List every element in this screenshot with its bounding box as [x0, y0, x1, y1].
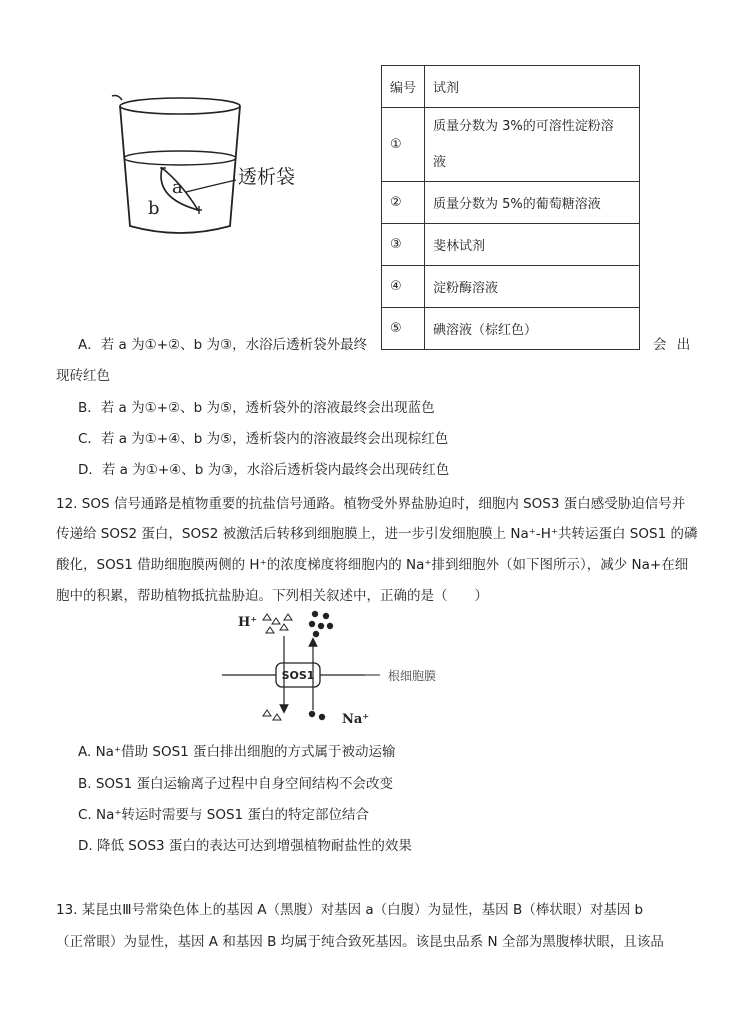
beaker-label-b: b: [148, 198, 160, 219]
h-ion-label: H⁺: [238, 615, 258, 630]
q11-option-c: C．若 a 为①+④、b 为⑤，透析袋内的溶液最终会出现棕红色: [78, 431, 449, 447]
row-text: 碘溶液（棕红色）: [425, 308, 640, 350]
table-header-reagent: 试剂: [425, 66, 640, 108]
row-text: 斐林试剂: [425, 224, 640, 266]
beaker-label-a: a: [172, 177, 183, 198]
q13-stem-line: 13. 某昆虫Ⅲ号常染色体上的基因 A（黑腹）对基因 a（白腹）为显性，基因 B（棒状眼）对基因 b: [56, 902, 644, 918]
beaker-figure: [110, 88, 330, 248]
q11-option-a-part1: A．若 a 为①+②、b 为③，水浴后透析袋外最终: [78, 337, 368, 353]
table-row: [382, 266, 640, 308]
q11-option-a-part2: 会 出: [653, 337, 694, 353]
table-row: [382, 182, 640, 224]
table-header-number: 编号: [382, 66, 425, 108]
row-text: 质量分数为 3%的可溶性淀粉溶 液: [425, 108, 640, 182]
na-ion-dots-top: [309, 611, 333, 637]
q11-option-d: D．若 a 为①+④、b 为③，水浴后透析袋内最终会出现砖红色: [78, 462, 450, 478]
table-row: [382, 108, 640, 182]
reagent-table: [381, 65, 640, 350]
na-ion-dots-bottom: [309, 711, 325, 720]
q12-option-c: C. Na⁺转运时需要与 SOS1 蛋白的特定部位结合: [78, 807, 369, 823]
q12-stem-line: 酸化，SOS1 借助细胞膜两侧的 H⁺的浓度梯度将细胞内的 Na⁺排到细胞外（如下图所示），减少 Na+在细: [56, 557, 689, 573]
q13-stem-line: （正常眼）为显性，基因 A 和基因 B 均属于纯合致死基因。该昆虫品系 N 全部为黑腹棒状眼，且该品: [56, 934, 664, 950]
sos1-figure: [220, 606, 480, 730]
row-number: ⑤: [382, 308, 425, 350]
q12-option-d: D. 降低 SOS3 蛋白的表达可达到增强植物耐盐性的效果: [78, 838, 412, 854]
row-text: 质量分数为 5%的葡萄糖溶液: [425, 182, 640, 224]
row-number: ②: [382, 182, 425, 224]
table-row: [382, 308, 640, 350]
row-text: 淀粉酶溶液: [425, 266, 640, 308]
q12-stem-line: 12. SOS 信号通路是植物重要的抗盐信号通路。植物受外界盐胁迫时，细胞内 SOS3 蛋白感受胁迫信号并: [56, 496, 686, 512]
q12-stem-line: 传递给 SOS2 蛋白，SOS2 被激活后转移到细胞膜上，进一步引发细胞膜上 Na⁺-H⁺共转运蛋白 SOS1 的磷: [56, 526, 698, 542]
q12-option-b: B. SOS1 蛋白运输离子过程中自身空间结构不会改变: [78, 776, 393, 792]
table-row: [382, 224, 640, 266]
q12-stem-line: 胞中的积累，帮助植物抵抗盐胁迫。下列相关叙述中，正确的是（ ）: [56, 588, 488, 604]
q11-option-b: B．若 a 为①+②、b 为⑤，透析袋外的溶液最终会出现蓝色: [78, 400, 435, 416]
q12-option-a: A. Na⁺借助 SOS1 蛋白排出细胞的方式属于被动运输: [78, 744, 396, 760]
dialysis-bag-label: 透析袋: [238, 166, 296, 188]
q11-option-a-part3: 现砖红色: [56, 368, 110, 384]
h-ion-triangles-top: [263, 614, 292, 633]
row-number: ①: [382, 108, 425, 182]
row-number: ③: [382, 224, 425, 266]
row-number: ④: [382, 266, 425, 308]
h-ion-triangles-bottom: [263, 710, 281, 720]
membrane-label: 根细胞膜: [388, 669, 437, 683]
sos1-label: SOS1: [281, 669, 315, 682]
na-ion-label: Na⁺: [342, 712, 370, 727]
